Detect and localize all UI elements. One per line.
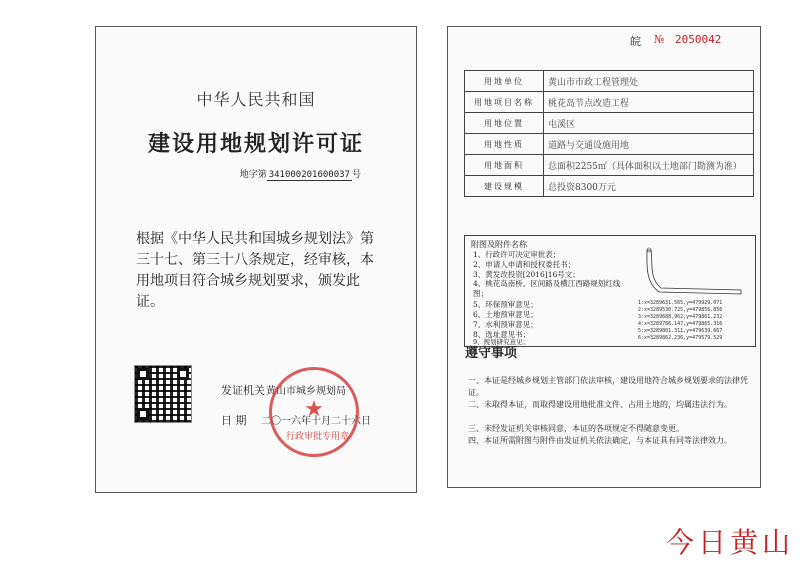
- certificate-title: 建设用地规划许可证: [147, 131, 364, 157]
- permit-number-prefix: 地字第: [239, 170, 267, 180]
- table-row: [465, 176, 754, 197]
- notice-item: 二、未取得本证，而取得建设用地批准文件、占用土地的，均属违法行为。: [468, 400, 732, 409]
- attachments-title: 附图及附件名称: [471, 240, 527, 249]
- serial-prefix: 皖: [630, 35, 641, 48]
- serial-symbol: №: [654, 33, 665, 46]
- map-coordinate: 6:x=3289862.236,y=479579.529: [638, 335, 723, 341]
- issuer-label: 发证机关: [221, 384, 265, 397]
- seal-text: 行政审批专用章: [286, 432, 350, 442]
- certificate-body-text: 根据《中华人民共和国城乡规划法》第三十七、第三十八条规定，经审核，本用地项目符合城乡规划要求，颁发此证。: [136, 231, 374, 310]
- official-seal: [269, 367, 359, 457]
- attachment-item: 5、环保预审意见；: [473, 300, 538, 309]
- table-value: 黄山市市政工程管理处: [544, 71, 754, 92]
- issuer-value: 黄山市城乡规划局: [266, 386, 346, 397]
- table-row: [465, 134, 754, 155]
- attachment-item: 4、桃花岛南桥、区间路及横江西路规划红线图；: [473, 279, 621, 298]
- country-heading: 中华人民共和国: [196, 90, 316, 109]
- attachment-item: 7、水利预审意见；: [473, 320, 538, 329]
- permit-number-suffix: 号: [351, 170, 361, 180]
- permit-number: 341000201600037: [268, 170, 350, 180]
- map-coordinate: 4:x=3289786.147,y=479865.316: [638, 321, 723, 327]
- left-certificate-page: [95, 26, 417, 493]
- site-map-sketch: [633, 244, 748, 299]
- table-value: 道路与交通设施用地: [544, 134, 754, 155]
- attachment-item: 9、规划研究意见；: [473, 338, 530, 346]
- land-use-info-table: [464, 70, 754, 197]
- table-value: 总投资8300万元: [544, 176, 754, 197]
- attachment-item: 1、行政许可决定审批表；: [473, 250, 561, 259]
- qr-code-icon: [134, 365, 192, 423]
- attachment-item: 8、选址意见书；: [473, 330, 531, 339]
- table-row: [465, 113, 754, 134]
- map-coordinate: 3:x=3289688.962,y=479861.232: [638, 314, 723, 320]
- notice-title: 遵守事项: [465, 346, 518, 361]
- table-value: 总面积2255㎡（具体面积以土地部门勘测为准）: [544, 155, 754, 176]
- attachment-item: 6、土地预审意见；: [473, 310, 538, 319]
- seal-star-icon: ★: [304, 396, 324, 422]
- map-coordinate: 2:x=3289530.725,y=479856.856: [638, 307, 723, 313]
- notice-item: 四、本证所需附图与附件由发证机关依法确定，与本证具有同等法律效力。: [468, 436, 732, 445]
- table-label: 用地项目名称: [465, 92, 544, 113]
- date-label: 日 期: [221, 414, 247, 427]
- watermark-text: 今日黄山: [665, 526, 794, 559]
- table-row: [465, 92, 754, 113]
- table-row: [465, 155, 754, 176]
- issue-date: 二〇一六年十月二十六日: [261, 416, 371, 427]
- table-row: [465, 71, 754, 92]
- permit-number-line: [240, 167, 361, 180]
- attachment-item: 3、黄发改投资[2016]16号文；: [473, 270, 580, 279]
- table-label: 用地单位: [465, 71, 544, 92]
- map-coordinate: 1:x=3289631.565,y=479929.071: [638, 300, 723, 306]
- site-map: [633, 244, 748, 342]
- table-label: 建设规模: [465, 176, 544, 197]
- notice-item: 三、未经发证机关审核同意，本证的各项规定不得随意变更。: [468, 424, 684, 433]
- table-label: 用地性质: [465, 134, 544, 155]
- map-coordinate: 5:x=3289801.311,y=479639.667: [638, 328, 723, 334]
- table-label: 用地面积: [465, 155, 544, 176]
- serial-number: 2050042: [675, 33, 722, 46]
- table-value: 屯溪区: [544, 113, 754, 134]
- notice-item: 一、本证是经城乡规划主管部门依法审核，建设用地符合城乡规划要求的法律凭证。: [468, 376, 748, 397]
- table-value: 桃花岛节点改造工程: [544, 92, 754, 113]
- attachment-item: 2、申请人申请和授权委托书；: [473, 260, 576, 269]
- attachments-box: [464, 235, 756, 347]
- table-label: 用地位置: [465, 113, 544, 134]
